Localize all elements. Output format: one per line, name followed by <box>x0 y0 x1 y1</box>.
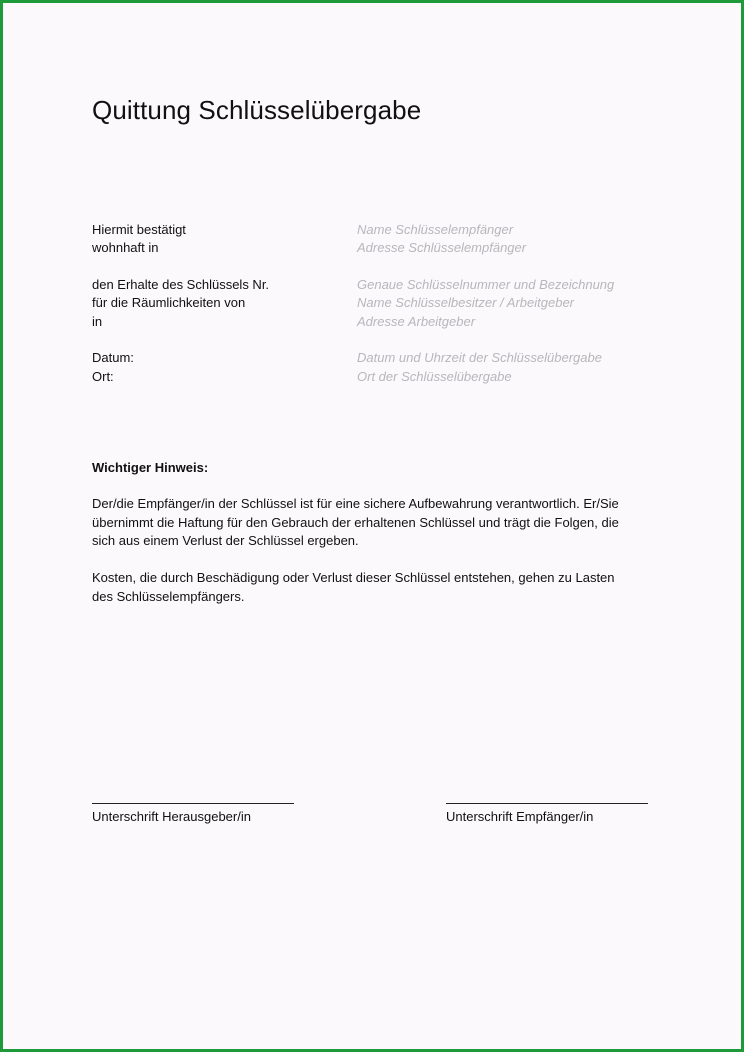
field-label: Ort: <box>92 369 114 384</box>
signature-block-issuer <box>92 791 302 826</box>
notice-paragraph-liability <box>92 495 672 551</box>
field-label: in <box>92 314 103 329</box>
signature-line-issuer[interactable] <box>92 791 294 804</box>
field-placeholder-date[interactable]: Datum und Uhrzeit der Schlüsselübergabe <box>357 350 602 365</box>
field-label: für die Räumlichkeiten von <box>92 295 246 310</box>
signature-block-recipient <box>446 791 656 826</box>
field-row-owner-name <box>92 294 652 312</box>
field-row-recipient-address <box>92 239 652 257</box>
notice-heading: Wichtiger Hinweis: <box>92 460 209 475</box>
field-placeholder-key-number[interactable]: Genaue Schlüsselnummer und Bezeichnung <box>357 277 615 292</box>
field-label: Datum: <box>92 350 134 365</box>
field-row-key-number <box>92 276 652 294</box>
signature-line-recipient[interactable] <box>446 791 648 804</box>
paragraph-line: Kosten, die durch Beschädigung oder Verlust dieser Schlüssel entstehen, gehen zu Lasten <box>92 570 615 585</box>
field-placeholder-recipient-address[interactable]: Adresse Schlüsselempfänger <box>357 240 527 255</box>
paragraph-line: sich aus einem Verlust der Schlüssel ergeben. <box>92 533 359 548</box>
field-label: Hiermit bestätigt <box>92 222 186 237</box>
field-label: den Erhalte des Schlüssels Nr. <box>92 277 270 292</box>
field-placeholder-owner-address[interactable]: Adresse Arbeitgeber <box>357 314 476 329</box>
signature-label-issuer: Unterschrift Herausgeber/in <box>92 809 251 824</box>
field-row-recipient-name <box>92 221 652 239</box>
field-row-date <box>92 349 652 367</box>
field-label: wohnhaft in <box>92 240 159 255</box>
field-placeholder-recipient-name[interactable]: Name Schlüsselempfänger <box>357 222 514 237</box>
notice-paragraph-costs <box>92 569 672 606</box>
field-placeholder-owner-name[interactable]: Name Schlüsselbesitzer / Arbeitgeber <box>357 295 575 310</box>
signature-label-recipient: Unterschrift Empfänger/in <box>446 809 594 824</box>
paragraph-line: Der/die Empfänger/in der Schlüssel ist für eine sichere Aufbewahrung verantwortlich. Er/Sie <box>92 496 619 511</box>
field-placeholder-place[interactable]: Ort der Schlüsselübergabe <box>357 369 512 384</box>
paragraph-line: des Schlüsselempfängers. <box>92 588 245 604</box>
field-row-place <box>92 368 652 386</box>
document-title: Quittung Schlüsselübergabe <box>92 95 422 125</box>
paragraph-line: übernimmt die Haftung für den Gebrauch der erhaltenen Schlüssel und trägt die Folgen, die <box>92 514 619 530</box>
field-row-owner-address <box>92 313 652 331</box>
